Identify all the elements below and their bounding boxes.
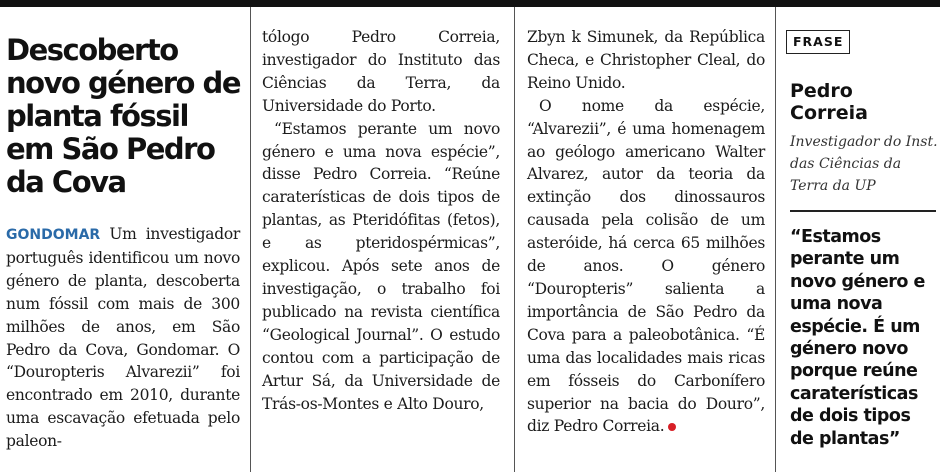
quote-section-label: FRASE	[786, 30, 850, 54]
article-paragraph: Zbyn k Simunek, da República Checa, e Christopher Cleal, do Reino Unido.	[527, 28, 765, 92]
quote-divider	[790, 210, 936, 212]
article-paragraph	[527, 95, 765, 439]
column-rule	[250, 7, 251, 472]
article-column-3	[527, 26, 765, 438]
article-kicker: GONDOMAR	[6, 227, 101, 243]
article-headline: Descoberto novo género de planta fóssil em São Pedro da Cova	[6, 33, 240, 199]
pull-quote: “Estamos perante um novo género e uma nova espécie. É um género novo porque reúne caraterísticas de dois tipos de plantas”	[790, 227, 925, 449]
article-paragraph	[6, 223, 240, 453]
column-rule	[775, 7, 776, 472]
quote-author-role: Investigador do Inst. das Ciências da Terra da UP	[790, 134, 938, 194]
article-paragraph: tólogo Pedro Correia, investigador do Instituto das Ciências da Terra, da Universidade do Porto.	[262, 28, 500, 115]
article-paragraph: “Estamos perante um novo género e uma nova espécie”, disse Pedro Correia. “Reúne caraterísticas de dois tipos de plantas, as Pteridófitas (fetos), e as pteridospérmicas”, explicou. Após sete anos de investigação, o trabalho foi publicado na revista científica “Geological Journal”. O estudo contou com a participação de Artur Sá, da Universidade de Trás-os-Montes e Alto Douro,	[262, 119, 500, 413]
article-body-text: Um investigador português identificou um novo género de planta, descoberta num fóssil com mais de 300 milhões de anos, em São Pedro da Cova, Gondomar. O “Douropteris Alvarezii” foi encontrado em 2010, durante uma escavação efetuada pelo paleon-	[6, 225, 240, 451]
end-mark-icon	[668, 423, 676, 431]
quote-author-name: Pedro Correia	[790, 80, 868, 124]
article-column-1	[6, 223, 240, 453]
article-body-text: O nome da espécie, “Alvarezii”, é uma homenagem ao geólogo americano Walter Alvarez, autor da teoria da extinção dos dinossauros causada pela colisão de um asteróide, há cerca 65 milhões de anos. O género “Douropteris” salienta a importância de São Pedro da Cova para a paleobotânica. “É uma das localidades mais ricas em fósseis do Carbonífero superior na bacia do Douro”, diz Pedro Correia.	[527, 96, 765, 436]
article-column-2	[262, 26, 500, 415]
column-rule	[514, 7, 515, 472]
top-bar	[0, 0, 940, 7]
